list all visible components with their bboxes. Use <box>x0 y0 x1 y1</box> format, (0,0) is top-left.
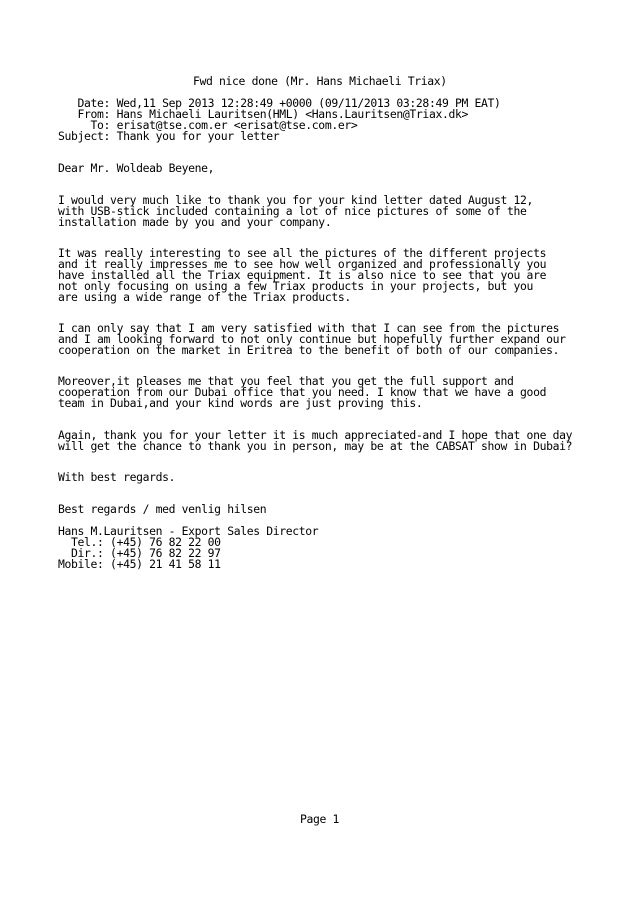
paragraph-line: cooperation from our Dubai office that you need. I know that we have a good <box>58 385 547 399</box>
greeting: Dear Mr. Woldeab Beyene, <box>58 161 215 175</box>
paragraph-line: I can only say that I am very satisfied with that I can see from the pictures <box>58 321 560 335</box>
paragraph-line: cooperation on the market in Eritrea to the benefit of both of our companies. <box>58 343 560 357</box>
header-subject: Subject: Thank you for your letter <box>58 129 280 143</box>
signature-name: Hans M.Lauritsen - Export Sales Director <box>58 524 319 538</box>
paragraph-line: with USB-stick included containing a lot of nice pictures of some of the <box>58 204 527 218</box>
paragraph-line: installation made by you and your company. <box>58 215 332 229</box>
paragraph-line: and I am looking forward to not only continue but hopefully further expand our <box>58 332 566 346</box>
signoff: Best regards / med venlig hilsen <box>58 502 267 516</box>
document-title: Fwd nice done (Mr. Hans Michaeli Triax) <box>193 74 447 88</box>
paragraph-line: I would very much like to thank you for your kind letter dated August 12, <box>58 193 534 207</box>
paragraph-line: team in Dubai,and your kind words are just proving this. <box>58 396 423 410</box>
header-date: Date: Wed,11 Sep 2013 12:28:49 +0000 (09/11/2013 03:28:49 PM EAT) <box>58 96 501 110</box>
paragraph-line: have installed all the Triax equipment. It is also nice to see that you are <box>58 268 547 282</box>
header-to: To: erisat@tse.com.er <erisat@tse.com.er> <box>58 118 358 132</box>
paragraph-line: Again, thank you for your letter it is much appreciated-and I hope that one day <box>58 428 573 442</box>
signature-mobile: Mobile: (+45) 21 41 58 11 <box>58 557 221 571</box>
signature-dir: Dir.: (+45) 76 82 22 97 <box>58 546 221 560</box>
signature-tel: Tel.: (+45) 76 82 22 00 <box>58 535 221 549</box>
paragraph-line: are using a wide range of the Triax products. <box>58 290 351 304</box>
paragraph-line: and it really impresses me to see how well organized and professionally you <box>58 257 547 271</box>
header-from: From: Hans Michaeli Lauritsen(HML) <Hans.Lauritsen@Triax.dk> <box>58 107 468 121</box>
paragraph-line: not only focusing on using a few Triax products in your projects, but you <box>58 279 534 293</box>
closing: With best regards. <box>58 470 176 484</box>
paragraph-line: Moreover,it pleases me that you feel that you get the full support and <box>58 374 514 388</box>
page-number: Page 1 <box>300 812 340 826</box>
paragraph-line: will get the chance to thank you in person, may be at the CABSAT show in Dubai? <box>58 439 573 453</box>
paragraph-line: It was really interesting to see all the pictures of the different projects <box>58 246 547 260</box>
